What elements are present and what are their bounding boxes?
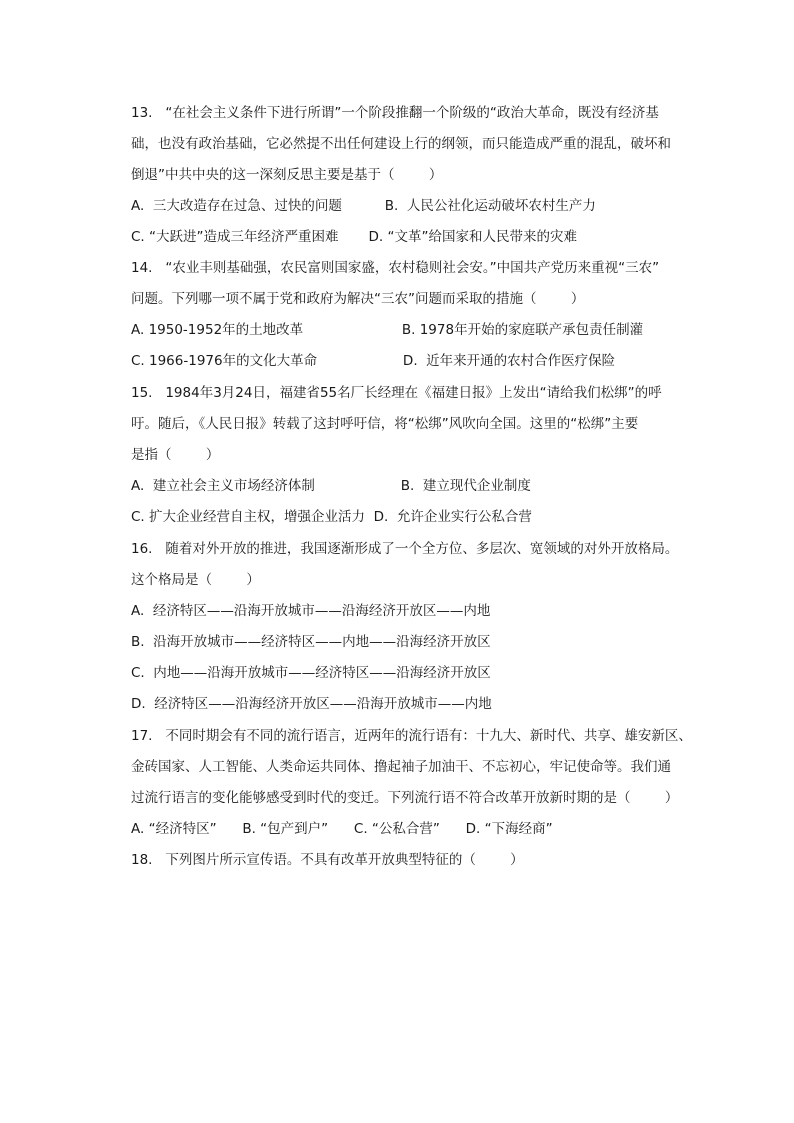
q18-stem-line-1: 18. 下列图片所示宣传语。不具有改革开放典型特征的（ ） (131, 852, 524, 868)
q15-stem-line-2: 吁。随后，《人民日报》转载了这封呼吁信，将“松绑”风吹向全国。这里的“松绑”主要 (131, 416, 639, 432)
q13-stem-line-3: 倒退”中共中央的这一深刻反思主要是基于（ ） (131, 167, 443, 183)
q16-option-d: D. 经济特区——沿海经济开放区——沿海开放城市——内地 (131, 696, 492, 712)
q13-stem-line-2: 础，也没有政治基础，它必然提不出任何建设上行的纲领，而只能造成严重的混乱，破坏和 (131, 136, 671, 152)
q16-option-b: B. 沿海开放城市——经济特区——内地——沿海经济开放区 (131, 634, 491, 650)
q16-option-a: A. 经济特区——沿海开放城市——沿海经济开放区——内地 (131, 603, 491, 619)
q17-options-line-1: A. “经济特区” B. “包产到户” C. “公私合营” D. “下海经商” (131, 821, 553, 837)
q16-stem-line-1: 16. 随着对外开放的推进，我国逐渐形成了一个全方位、多层次、宽领域的对外开放格局。 (131, 541, 679, 557)
q13-options-line-2: C. “大跃进”造成三年经济严重困难 D. “文革”给国家和人民带来的灾难 (131, 229, 578, 245)
q14-stem-line-2: 问题。下列哪一项不属于党和政府为解决“三农”问题而采取的措施（ ） (131, 291, 585, 307)
q15-options-line-2: C. 扩大企业经营自主权，增强企业活力 D. 允许企业实行公私合营 (131, 509, 532, 525)
q17-stem-line-1: 17. 不同时期会有不同的流行语言，近两年的流行语有：十九大、新时代、共享、雄安新区、 (131, 728, 692, 744)
q13-stem-line-1: 13. “在社会主义条件下进行所谓”一个阶段推翻一个阶级的“政治大革命，既没有经济基 (131, 105, 659, 121)
q17-stem-line-2: 金砖国家、人工智能、人类命运共同体、撸起袖子加油干、不忘初心，牢记使命等。我们通 (131, 759, 671, 775)
q15-stem-line-1: 15. 1984年3月24日，福建省55名厂长经理在《福建日报》上发出“请给我们松绑”的呼 (131, 385, 662, 401)
q15-options-line-1: A. 建立社会主义市场经济体制 B. 建立现代企业制度 (131, 478, 531, 494)
q14-options-line-1: A. 1950-1952年的土地改革 B. 1978年开始的家庭联产承包责任制灌 (131, 322, 644, 338)
q17-stem-line-3: 过流行语言的变化能够感受到时代的变迁。下列流行语不符合改革开放新时期的是（ ） (131, 790, 679, 806)
q16-stem-line-2: 这个格局是（ ） (131, 572, 260, 588)
q13-options-line-1: A. 三大改造存在过急、过快的问题 B. 人民公社化运动破坏农村生产力 (131, 198, 596, 214)
q14-stem-line-1: 14. “农业丰则基础强，农民富则国家盛，农村稳则社会安。”中国共产党历来重视“三农” (131, 260, 660, 276)
q14-options-line-2: C. 1966-1976年的文化大革命 D. 近年来开通的农村合作医疗保险 (131, 353, 616, 369)
q15-stem-line-3: 是指（ ） (131, 447, 220, 463)
q16-option-c: C. 内地——沿海开放城市——经济特区——沿海经济开放区 (131, 665, 491, 681)
